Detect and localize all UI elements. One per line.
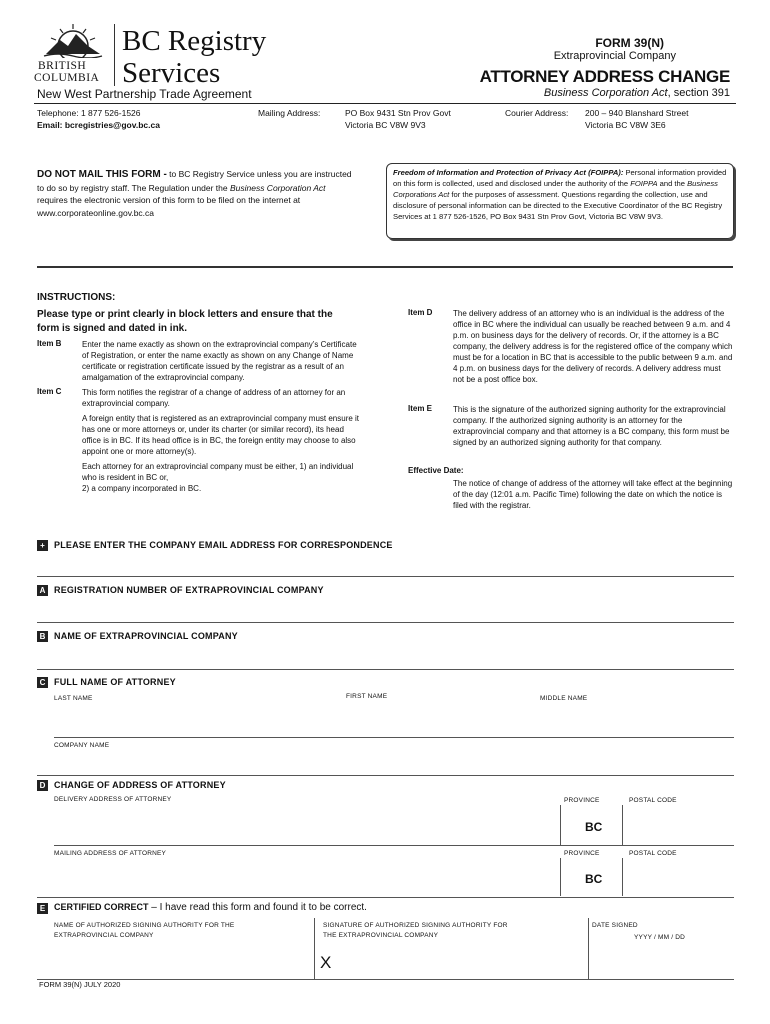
brand-line1: BC Registry	[122, 25, 267, 57]
section-c-badge: C	[37, 677, 48, 688]
registration-number-field[interactable]	[54, 598, 734, 620]
last-name-label: LAST NAME	[54, 695, 93, 702]
logo-british: BRITISH	[38, 60, 87, 72]
mailing-province-value: BC	[585, 872, 603, 886]
signature-label: SIGNATURE OF AUTHORIZED SIGNING AUTHORITY FOR THE EXTRAPROVINCIAL COMPANY	[323, 922, 508, 939]
section-b-badge: B	[37, 631, 48, 642]
logo-columbia: COLUMBIA	[34, 72, 100, 84]
item-e-label: Item E	[408, 404, 433, 413]
last-name-field[interactable]	[54, 705, 334, 733]
courier-label: Courier Address:	[505, 108, 569, 118]
trade-agreement: New West Partnership Trade Agreement	[37, 87, 252, 101]
middle-name-field[interactable]	[540, 705, 734, 733]
telephone: Telephone: 1 877 526-1526	[37, 108, 141, 118]
mailing-label: Mailing Address:	[258, 108, 321, 118]
mailing-line1: PO Box 9431 Stn Prov Govt	[345, 108, 451, 118]
section-e-badge: E	[37, 903, 48, 914]
date-format-label: YYYY / MM / DD	[634, 934, 686, 941]
delivery-postal-field[interactable]	[626, 806, 734, 842]
delivery-postal-label: POSTAL CODE	[629, 797, 677, 804]
delivery-address-field[interactable]	[54, 806, 554, 842]
delivery-address-label: DELIVERY ADDRESS OF ATTORNEY	[54, 796, 172, 803]
middle-name-label: MIDDLE NAME	[540, 695, 588, 702]
item-d-label: Item D	[408, 308, 433, 317]
mailing-address-label: MAILING ADDRESS OF ATTORNEY	[54, 850, 167, 857]
form-subtitle: Extraprovincial Company	[553, 50, 676, 62]
signing-authority-name-label: NAME OF AUTHORIZED SIGNING AUTHORITY FOR THE EXTRAPROVINCIAL COMPANY	[54, 922, 235, 939]
courier-line2: Victoria BC V8W 3E6	[585, 120, 666, 130]
email: Email: bcregistries@gov.bc.ca	[37, 120, 160, 130]
item-d-text: The delivery address of an attorney who is an individual is the address of the office in BC where the individual can usually be reached between 9 a.m. and 4 p.m. on business days for the delivery of records. Or, if the attorney is a BC company, the delivery address is for the registered office of the company which must be for a location in BC that is accessible to the public between 9 a.m. and 4 p.m. on business days for the delivery of records. A delivery address must not be a post office box.	[453, 309, 733, 384]
section-b-title: NAME OF EXTRAPROVINCIAL COMPANY	[54, 631, 238, 641]
effective-date-text: The notice of change of address of the attorney will take effect at the beginning of the day (12:01 a.m. Pacific Time) following the date on which the notice is filed with the registrar.	[453, 479, 733, 510]
company-name-field[interactable]	[54, 644, 734, 666]
mailing-postal-field[interactable]	[626, 860, 734, 894]
attorney-company-name-field[interactable]	[54, 751, 734, 773]
effective-date-label: Effective Date:	[408, 466, 464, 475]
section-email-title: PLEASE ENTER THE COMPANY EMAIL ADDRESS FOR CORRESPONDENCE	[54, 540, 393, 550]
mailing-province-label: PROVINCE	[564, 850, 600, 857]
brand-line2: Services	[122, 57, 221, 89]
section-c-title: FULL NAME OF ATTORNEY	[54, 677, 176, 687]
mailing-line2: Victoria BC V8W 9V3	[345, 120, 426, 130]
form-title: ATTORNEY ADDRESS CHANGE	[479, 67, 730, 86]
date-signed-label: DATE SIGNED	[592, 922, 638, 929]
bc-sun-mountain-icon	[38, 20, 108, 58]
item-c-text: This form notifies the registrar of a change of address of an attorney for an extraprovincial company. A foreign entity that is registered as an extraprovincial company must ensure it has one or more attorneys or, under its charter (or similar record), its head office is in BC. If its head office is in BC, the foreign entity may choose to also appoint one or more attorney(s). Each attorney for an extraprovincial company must be either, 1) an individual who is resident in BC or, 2) a company incorporated in BC.	[82, 388, 360, 493]
signature-x-mark: X	[320, 953, 332, 972]
signing-authority-name-field[interactable]	[54, 944, 304, 976]
bc-logo	[34, 20, 108, 86]
mailing-postal-label: POSTAL CODE	[629, 850, 677, 857]
section-plus-badge: +	[37, 540, 48, 551]
signature-field[interactable]	[320, 944, 582, 976]
delivery-province-value: BC	[585, 820, 603, 834]
section-e-title: CERTIFIED CORRECT – I have read this form and found it to be correct.	[54, 902, 367, 913]
company-email-field[interactable]	[54, 553, 734, 575]
first-name-field[interactable]	[346, 705, 531, 733]
first-name-label: FIRST NAME	[346, 693, 388, 700]
courier-line1: 200 – 940 Blanshard Street	[585, 108, 689, 118]
section-a-badge: A	[37, 585, 48, 596]
item-c-label: Item C	[37, 387, 62, 396]
section-d-title: CHANGE OF ADDRESS OF ATTORNEY	[54, 780, 226, 790]
date-signed-field[interactable]	[594, 944, 734, 976]
item-e-text: This is the signature of the authorized signing authority for the extraprovincial company. If the authorized signing authority is an attorney for the extraprovincial company and that attorney is a BC company, this form must be signed by an authorized signing authority for that company.	[453, 405, 730, 447]
form-number: FORM 39(N)	[595, 36, 664, 50]
mailing-address-field[interactable]	[54, 860, 554, 894]
delivery-province-label: PROVINCE	[564, 797, 600, 804]
act-reference: Business Corporation Act, section 391	[543, 87, 730, 99]
instructions-subheading: Please type or print clearly in block letters and ensure that the form is signed and dated in ink.	[37, 309, 333, 334]
footer-form-id: FORM 39(N) JULY 2020	[39, 980, 121, 989]
item-b-label: Item B	[37, 339, 62, 348]
section-d-badge: D	[37, 780, 48, 791]
section-a-title: REGISTRATION NUMBER OF EXTRAPROVINCIAL COMPANY	[54, 585, 324, 595]
company-name-label: COMPANY NAME	[54, 742, 110, 749]
do-not-mail-notice: DO NOT MAIL THIS FORM - to BC Registry Service unless you are instructed to do so by registry staff. The Regulation under the Business Corporation Act requires the electronic version of this form to be filed on the internet at www.corporateonline.gov.bc.ca	[37, 169, 352, 218]
item-b-text: Enter the name exactly as shown on the extraprovincial company’s Certificate of Registration, or enter the name exactly as shown on any Change of Name certificate or registration certificate issued by the registrar as a result of an amalgamation of the extraprovincial company.	[82, 340, 357, 382]
foippa-text: Freedom of Information and Protection of Privacy Act (FOIPPA): Personal information provided on this form is collected, used and disclosed under the authority of the FOIPPA and the Business Corporations Act for the purposes of assessment. Questions regarding the collection, use and disclosure of personal information can be directed to the Executive Coordinator of the BC Registry Services at 1 877 526-1526, PO Box 9431 Stn Prov Govt, Victoria BC V8W 9V3.	[393, 168, 727, 221]
instructions-heading: INSTRUCTIONS:	[37, 292, 116, 303]
